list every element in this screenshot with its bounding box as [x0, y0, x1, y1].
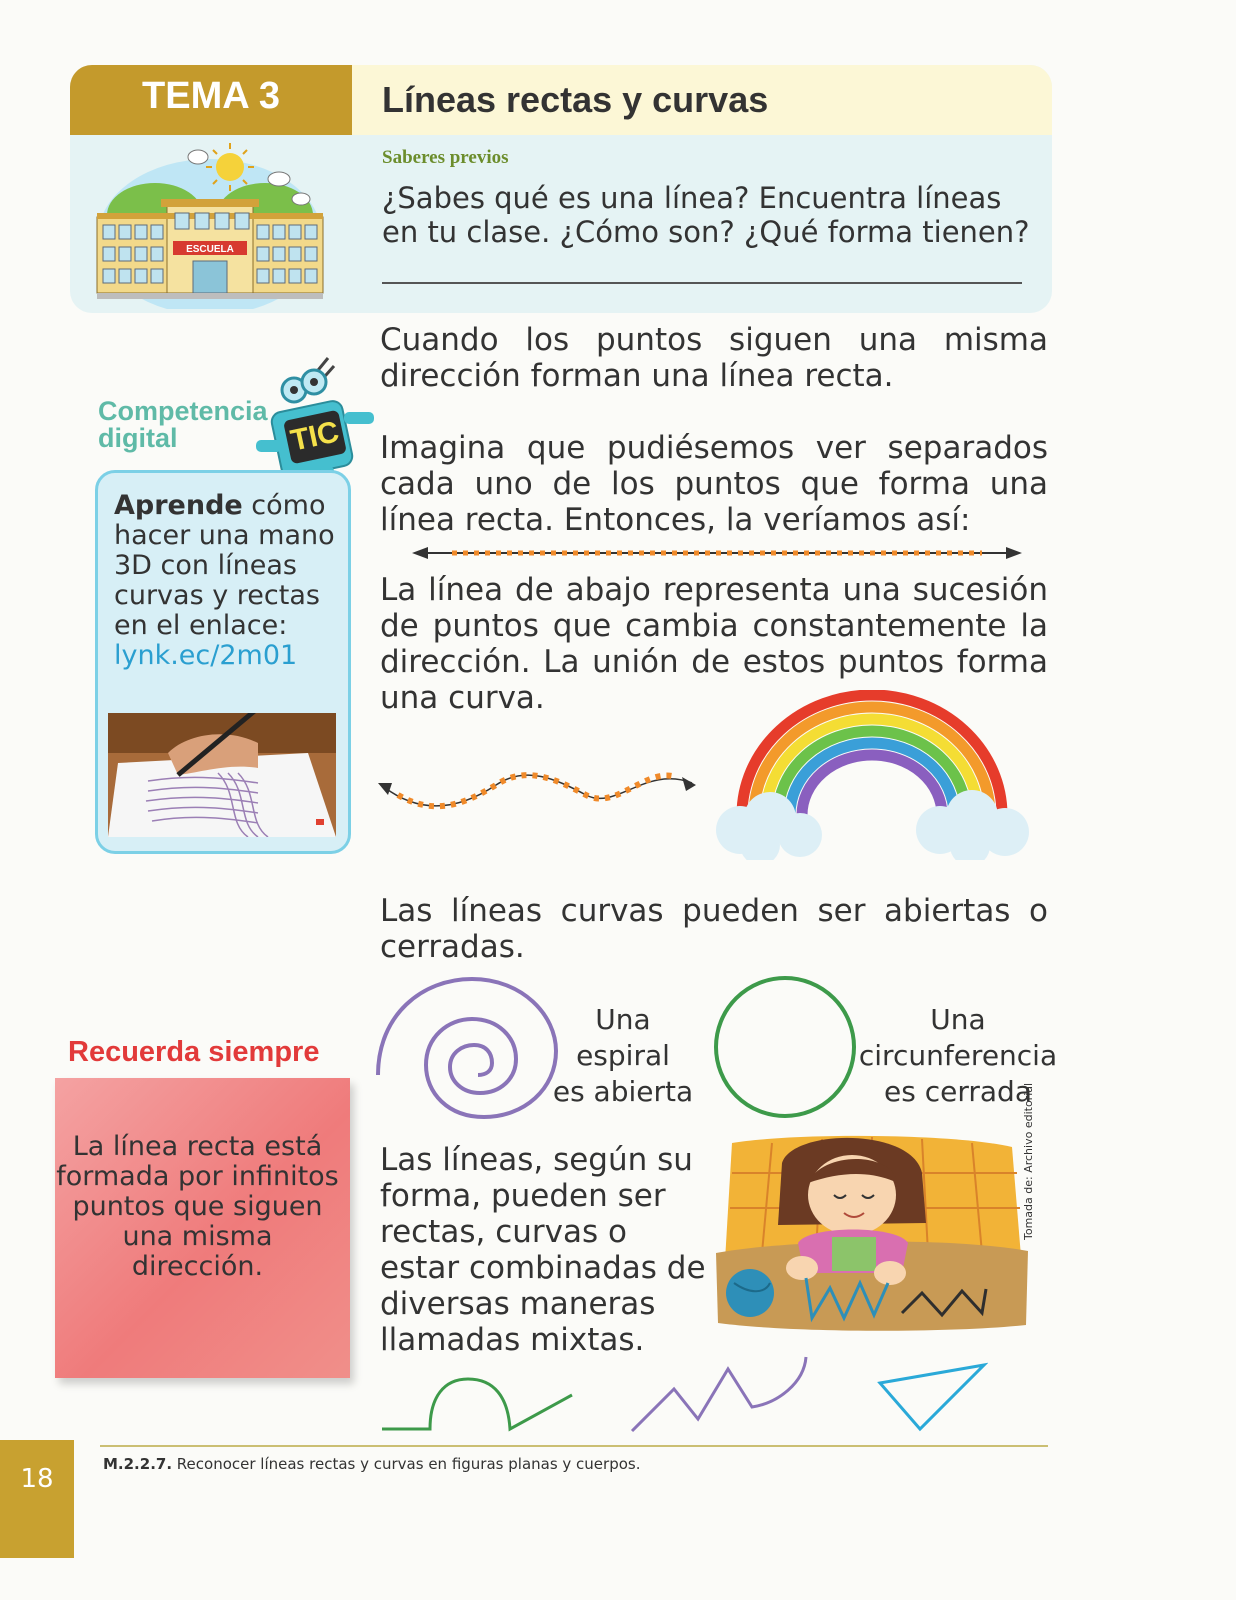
page-number: 18 [20, 1464, 54, 1494]
hand-drawing-photo [108, 713, 336, 837]
dotted-straight-line [412, 542, 1022, 564]
rainbow-illustration [700, 690, 1045, 860]
paragraph-mixtas: Las líneas, según su forma, pueden ser rectas, curvas o estar combinadas de diversas maneras llamadas mixtas. [380, 1142, 706, 1358]
spiral-caption-line1: Una [595, 1003, 651, 1036]
spiral-illustration [372, 975, 562, 1125]
recuerda-text: La línea recta está formada por infinitos puntos que siguen una misma dirección. [56, 1131, 339, 1282]
spiral-caption-line3: es abierta [552, 1075, 694, 1108]
circle-caption-line3: es cerrada [884, 1075, 1032, 1108]
page-number-tab [0, 1440, 74, 1558]
answer-line [382, 282, 1022, 284]
aprende-bold: Aprende [114, 490, 243, 521]
lynk-link[interactable]: lynk.ec/2m01 [114, 640, 298, 671]
competencia-digital-heading: Competencia digital [98, 396, 268, 453]
skill-code: M.2.2.7. [103, 1455, 173, 1473]
spiral-caption-line2: espiral [576, 1039, 670, 1072]
aprende-rest: cómo hacer una mano 3D con líneas curvas y rectas en el enlace: [114, 490, 335, 641]
school-illustration [95, 137, 325, 309]
image-credit: Tomada de: Archivo editorial [1022, 1082, 1035, 1240]
paragraph-imagina: Imagina que pudiésemos ver separados cada uno de los puntos que forma una línea recta. Entonces, la veríamos así: [380, 430, 1048, 538]
paragraph-curva: La línea de abajo representa una sucesión de puntos que cambia constantemente la dirección. La unión de estos puntos forma una curva. [380, 572, 1048, 716]
recuerda-siempre-heading: Recuerda siempre [68, 1036, 320, 1068]
spiral-caption [548, 1002, 698, 1110]
tema-label: TEMA 3 [142, 75, 280, 117]
lesson-title: Líneas rectas y curvas [382, 79, 769, 120]
tic-badge: TIC [283, 410, 347, 465]
mixed-lines-examples [378, 1353, 988, 1435]
footer-divider [100, 1445, 1048, 1447]
footer-skill [103, 1455, 641, 1473]
school-sign: ESCUELA [186, 244, 234, 255]
paragraph-linea-recta: Cuando los puntos siguen una misma dirección forman una línea recta. [380, 322, 1048, 394]
aprende-text [114, 491, 342, 671]
circle-illustration [712, 973, 858, 1121]
saberes-question: ¿Sabes qué es una línea? Encuentra líneas en tu clase. ¿Cómo son? ¿Qué forma tienen? [382, 181, 1030, 249]
dotted-curve-line [376, 755, 702, 819]
recuerda-note [55, 1078, 350, 1378]
circle-caption-line1: Una [930, 1003, 986, 1036]
girl-drawing-illustration [712, 1133, 1030, 1333]
competencia-box [95, 470, 351, 854]
circle-caption-line2: circunferencia [858, 1039, 1058, 1072]
saberes-previos-label: Saberes previos [382, 147, 509, 168]
skill-text: Reconocer líneas rectas y curvas en figuras planas y cuerpos. [172, 1455, 641, 1473]
paragraph-abiertas-cerradas: Las líneas curvas pueden ser abiertas o cerradas. [380, 893, 1048, 965]
lesson-header [70, 65, 1052, 313]
